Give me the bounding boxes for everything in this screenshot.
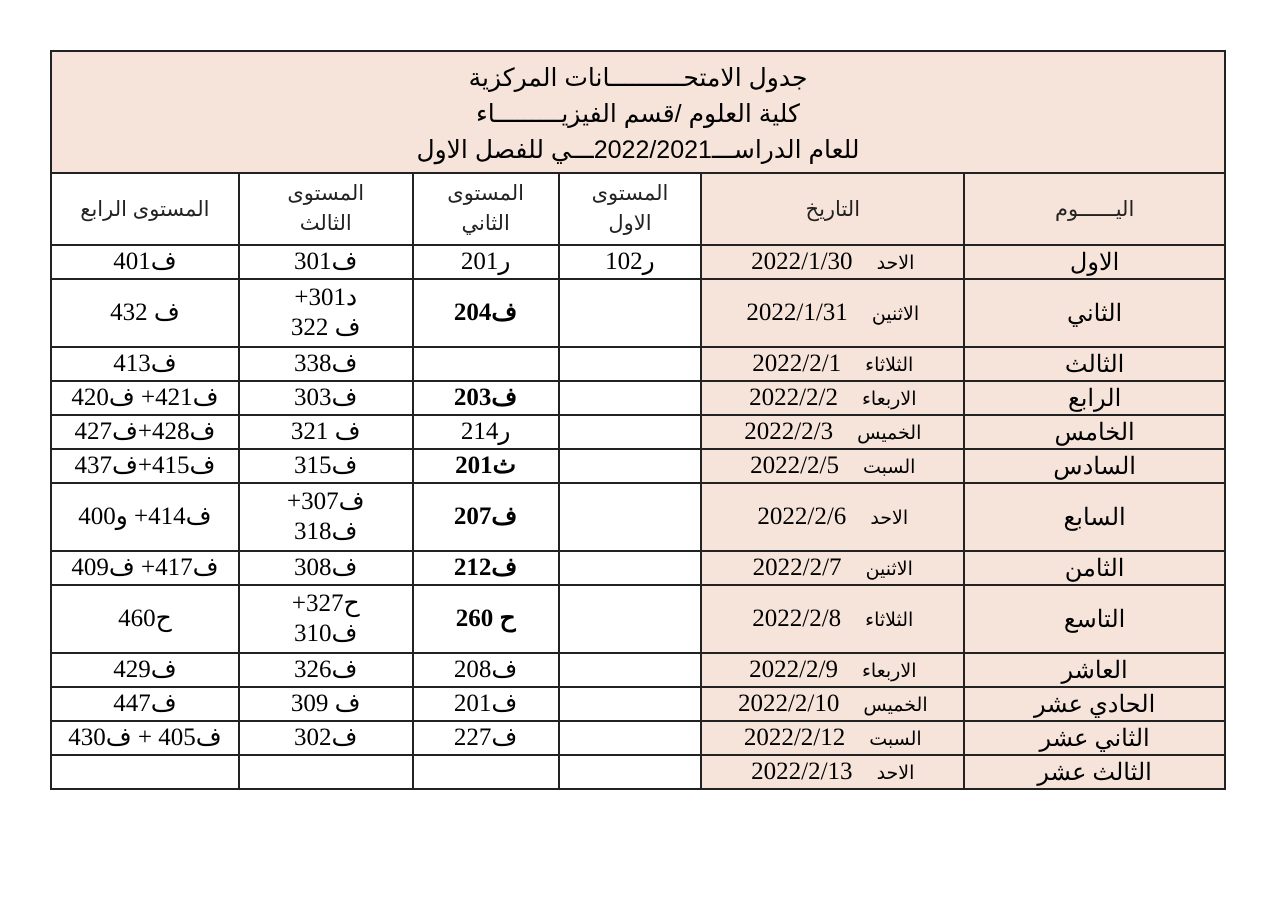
course-code: ف429 [113,656,177,683]
table-row [51,347,1225,381]
day-cell: الخامس [964,415,1225,449]
date-wrap [752,350,913,378]
level-1-cell [559,415,702,449]
table-row [51,585,1225,653]
course-code: ف201 [453,690,518,717]
course-code: ف207 [453,503,518,530]
weekday-label: الخميس [863,695,928,716]
day-cell: العاشر [964,653,1225,687]
course-code: ف405 + ف430 [68,724,222,751]
table-row [51,483,1225,551]
level-3-cell [239,245,413,279]
date-wrap [753,554,913,582]
course-code: ف326 [294,656,358,683]
date-value: 2022/2/2 [749,384,838,411]
header-level-3 [239,173,413,245]
course-code: ف 309 [290,690,361,717]
course-code: ف447 [113,690,177,717]
title-line-1: جدول الامتحــــــــــانات المركزية [468,64,808,92]
weekday-label: الاحد [876,763,915,784]
course-code: ف203 [453,384,518,411]
table-row [51,245,1225,279]
course-code: ف415+ف437 [74,452,216,479]
header-date: التاريخ [701,173,964,245]
level-1-cell [559,347,702,381]
course-code: ف401 [113,248,177,275]
course-code: ف204 [453,299,518,326]
date-cell [701,381,964,415]
course-code: ف227 [453,724,518,751]
date-value: 2022/1/31 [746,299,848,326]
level-3-cell [239,483,413,551]
level-2-cell [413,653,559,687]
date-cell [701,245,964,279]
header-level-2-line-1: المستوى [447,182,524,205]
date-cell [701,585,964,653]
date-wrap [744,418,921,446]
level-2-cell [413,449,559,483]
header-day: اليــــــوم [964,173,1225,245]
level-1-cell [559,279,702,347]
day-cell: الاول [964,245,1225,279]
date-wrap [757,503,908,531]
weekday-label: الاحد [876,253,915,274]
table-row [51,653,1225,687]
level-4-cell [51,415,239,449]
schedule-title [51,51,1225,173]
level-1-cell [559,483,702,551]
day-cell: الثالث [964,347,1225,381]
weekday-label: الاثنين [865,559,913,580]
date-cell [701,687,964,721]
day-cell: السابع [964,483,1225,551]
date-wrap [738,690,928,718]
header-level-3-line-2: الثالث [299,212,352,235]
course-code: ف303 [294,384,358,411]
level-2-cell [413,415,559,449]
date-wrap [751,248,914,276]
day-cell: الحادي عشر [964,687,1225,721]
exam-schedule-table [50,50,1226,790]
course-code: ر214 [460,418,511,445]
level-3-cell [239,653,413,687]
date-value: 2022/2/5 [750,452,840,479]
level-2-cell [413,245,559,279]
exam-schedule-sheet [50,50,1226,790]
level-2-cell [413,755,559,789]
weekday-label: الخميس [857,423,922,444]
date-value: 2022/2/3 [744,418,834,445]
level-3-cell [239,381,413,415]
date-cell [701,449,964,483]
course-code: ح460 [118,605,172,632]
course-code: ف315 [294,452,358,479]
date-wrap [750,452,915,480]
level-2-cell [413,279,559,347]
level-1-cell [559,449,702,483]
level-1-cell [559,755,702,789]
level-4-cell [51,245,239,279]
date-cell [701,279,964,347]
date-value: 2022/2/12 [743,724,846,751]
weekday-label: السبت [863,457,916,478]
level-2-cell [413,551,559,585]
date-wrap [749,384,916,412]
table-row [51,415,1225,449]
level-4-cell [51,279,239,347]
level-4-cell [51,687,239,721]
header-level-2-line-2: الثاني [461,212,510,235]
course-code: ف 322 [290,314,361,341]
header-level-3-line-1: المستوى [287,182,365,205]
level-2-cell [413,585,559,653]
weekday-label: الثلاثاء [865,355,914,376]
header-row [51,173,1225,245]
date-value: 2022/2/13 [751,758,853,785]
course-code: ف212 [453,554,518,581]
weekday-label: الثلاثاء [865,610,914,631]
date-value: 2022/2/7 [752,554,842,581]
course-code: ف308 [294,554,358,581]
day-cell: السادس [964,449,1225,483]
weekday-label: الاربعاء [862,389,917,410]
header-level-1-line-2: الاول [608,212,652,235]
date-value: 2022/2/9 [749,656,838,683]
header-level-2 [413,173,559,245]
table-row [51,381,1225,415]
level-2-cell [413,483,559,551]
table-row [51,449,1225,483]
level-4-cell [51,755,239,789]
table-row [51,721,1225,755]
table-row [51,551,1225,585]
table-row [51,687,1225,721]
level-1-cell [559,721,702,755]
date-value: 2022/2/1 [752,350,842,377]
date-cell [701,483,964,551]
weekday-label: السبت [869,729,922,750]
table-row [51,755,1225,789]
level-4-cell [51,551,239,585]
level-3-cell [239,755,413,789]
level-1-cell [559,551,702,585]
header-level-4: المستوى الرابع [51,173,239,245]
level-4-cell [51,347,239,381]
weekday-label: الاربعاء [862,661,917,682]
course-code: ف338 [294,350,358,377]
date-cell [701,347,964,381]
date-value: 2022/2/8 [752,605,842,632]
title-line-2: كلية العلوم /قسم الفيزيـــــــــاء [476,100,800,128]
title-line-3: للعام الدراســـ2022/2021ـــي للفصل الاول [416,136,860,164]
level-1-cell [559,653,702,687]
level-3-cell [239,721,413,755]
day-cell: الثاني [964,279,1225,347]
level-4-cell [51,449,239,483]
course-code: د301+ [294,284,358,311]
level-2-cell [413,347,559,381]
level-2-cell [413,381,559,415]
date-wrap [744,724,922,752]
course-code: ر201 [460,248,511,275]
level-4-cell [51,721,239,755]
course-code: ف 432 [110,299,180,326]
date-wrap [746,299,919,327]
course-code: ف417+ ف409 [71,554,219,581]
course-code: ف421+ ف420 [71,384,219,411]
level-3-cell [239,279,413,347]
day-cell: التاسع [964,585,1225,653]
course-code: ف428+ف427 [74,418,216,445]
day-cell: الثاني عشر [964,721,1225,755]
course-code: ر102 [605,248,655,275]
course-code: ح 260 [455,605,516,632]
level-3-cell [239,687,413,721]
level-2-cell [413,687,559,721]
date-value: 2022/2/6 [757,503,847,530]
course-code: ف318 [294,518,358,545]
date-wrap [749,656,916,684]
course-code: ف301 [294,248,358,275]
course-code: ف310 [294,620,358,647]
level-1-cell [559,245,702,279]
level-1-cell [559,585,702,653]
table-row [51,279,1225,347]
level-3-cell [239,585,413,653]
day-cell: الثامن [964,551,1225,585]
date-cell [701,415,964,449]
level-3-cell [239,415,413,449]
date-value: 2022/1/30 [751,248,853,275]
date-wrap [751,758,914,786]
date-cell [701,721,964,755]
course-code: ف302 [294,724,358,751]
course-code: ف413 [113,350,177,377]
level-4-cell [51,653,239,687]
level-4-cell [51,585,239,653]
weekday-label: الاحد [870,508,909,529]
level-4-cell [51,381,239,415]
level-3-cell [239,347,413,381]
day-cell: الرابع [964,381,1225,415]
course-code: ح327+ [291,590,360,617]
header-level-1-line-1: المستوى [591,182,669,205]
date-cell [701,755,964,789]
level-4-cell [51,483,239,551]
course-code: ف208 [453,656,518,683]
level-3-cell [239,551,413,585]
course-code: ف414+ و400 [78,503,212,530]
course-code: ث201 [455,452,517,479]
day-cell: الثالث عشر [964,755,1225,789]
level-1-cell [559,687,702,721]
weekday-label: الاثنين [871,304,920,325]
level-3-cell [239,449,413,483]
level-2-cell [413,721,559,755]
date-wrap [752,605,913,633]
header-level-1 [559,173,702,245]
course-code: ف307+ [286,488,365,515]
date-value: 2022/2/10 [737,690,840,717]
date-cell [701,551,964,585]
course-code: ف 321 [290,418,361,445]
level-1-cell [559,381,702,415]
date-cell [701,653,964,687]
